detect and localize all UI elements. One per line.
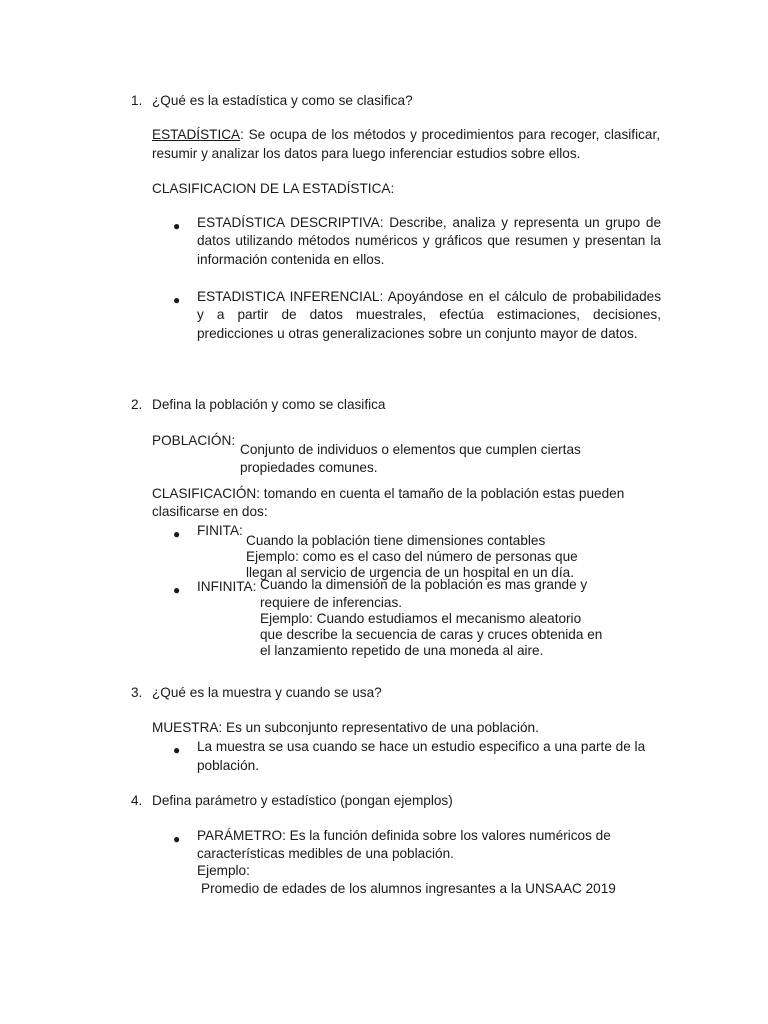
parametro-example: Promedio de edades de los alumnos ingresantes a la UNSAAC 2019	[201, 881, 616, 896]
poblacion-text-line: Conjunto de individuos o elementos que cumplen ciertas	[240, 442, 581, 457]
infinita-text-line: Ejemplo: Cuando estudiamos el mecanismo aleatorio	[260, 611, 582, 626]
parametro-line: Ejemplo:	[197, 863, 250, 878]
estadistica-term-colon: :	[240, 127, 244, 142]
bullet-dot: ●	[173, 583, 181, 597]
muestra-bullet-line: La muestra se usa cuando se hace un estudio especifico a una parte de la	[197, 739, 646, 754]
infinita-text-line: requiere de inferencias.	[260, 595, 403, 610]
clasificacion-line: clasificarse en dos:	[152, 504, 268, 519]
finita-text-line: Cuando la población tiene dimensiones contables	[246, 533, 546, 548]
poblacion-label: POBLACIÓN:	[152, 433, 236, 448]
muestra-definition: MUESTRA: Es un subconjunto representativo de una población.	[152, 720, 539, 735]
estadistica-definition	[152, 126, 660, 163]
question-number: 4.	[131, 793, 143, 808]
question-number: 2.	[131, 397, 143, 412]
question-1-title: ¿Qué es la estadística y como se clasifica?	[152, 93, 413, 108]
infinita-label: INFINITA:	[197, 579, 257, 594]
infinita-text-line: que describe la secuencia de caras y cruces obtenida en	[260, 627, 603, 642]
bullet-estadistica-inferencial: ESTADISTICA INFERENCIAL: Apoyándose en el cálculo de probabilidades y a partir de datos muestrales, efectúa estimaciones, decisiones, predicciones u otras generalizaciones sobre un conjunto mayor de datos.	[197, 289, 661, 341]
question-2-title: Defina la población y como se clasifica	[152, 397, 386, 412]
finita-text-line: Ejemplo: como es el caso del número de personas que	[246, 549, 578, 564]
question-number: 1.	[131, 93, 143, 108]
question-3-title: ¿Qué es la muestra y cuando se usa?	[152, 685, 382, 700]
bullet-dot: ●	[173, 527, 181, 541]
estadistica-definition-text: Se ocupa de los métodos y procedimientos para recoger, clasificar, resumir y analizar los datos para luego inferenciar estudios sobre ellos.	[152, 127, 661, 161]
bullet-estadistica-descriptiva: ESTADÍSTICA DESCRIPTIVA: Describe, analiza y representa un grupo de datos utilizando métodos numéricos y gráficos que resumen y presentan la información contenida en ellos.	[197, 215, 661, 267]
parametro-line: características medibles de una población.	[197, 846, 454, 861]
finita-label: FINITA:	[197, 523, 243, 538]
infinita-text-line: Cuando la dimensión de la población es mas grande y	[260, 577, 588, 592]
estadistica-term: ESTADÍSTICA	[152, 127, 241, 142]
bullet-dot: ●	[173, 832, 181, 846]
poblacion-text-line: propiedades comunes.	[240, 460, 378, 475]
finita-text-line: llegan al servicio de urgencia de un hospital en un día.	[246, 565, 574, 580]
muestra-bullet-line: población.	[197, 758, 259, 773]
question-4-title: Defina parámetro y estadístico (pongan ejemplos)	[152, 793, 453, 808]
bullet-dot: ●	[173, 219, 181, 233]
bullet-dot: ●	[173, 293, 181, 307]
clasificacion-heading: CLASIFICACION DE LA ESTADÍSTICA:	[152, 181, 395, 196]
bullet-dot: ●	[173, 743, 181, 757]
infinita-text-line: el lanzamiento repetido de una moneda al aire.	[260, 643, 544, 658]
parametro-line: PARÁMETRO: Es la función definida sobre los valores numéricos de	[197, 828, 611, 843]
clasificacion-line: CLASIFICACIÓN: tomando en cuenta el tamaño de la población estas pueden	[152, 486, 625, 501]
question-number: 3.	[131, 685, 143, 700]
